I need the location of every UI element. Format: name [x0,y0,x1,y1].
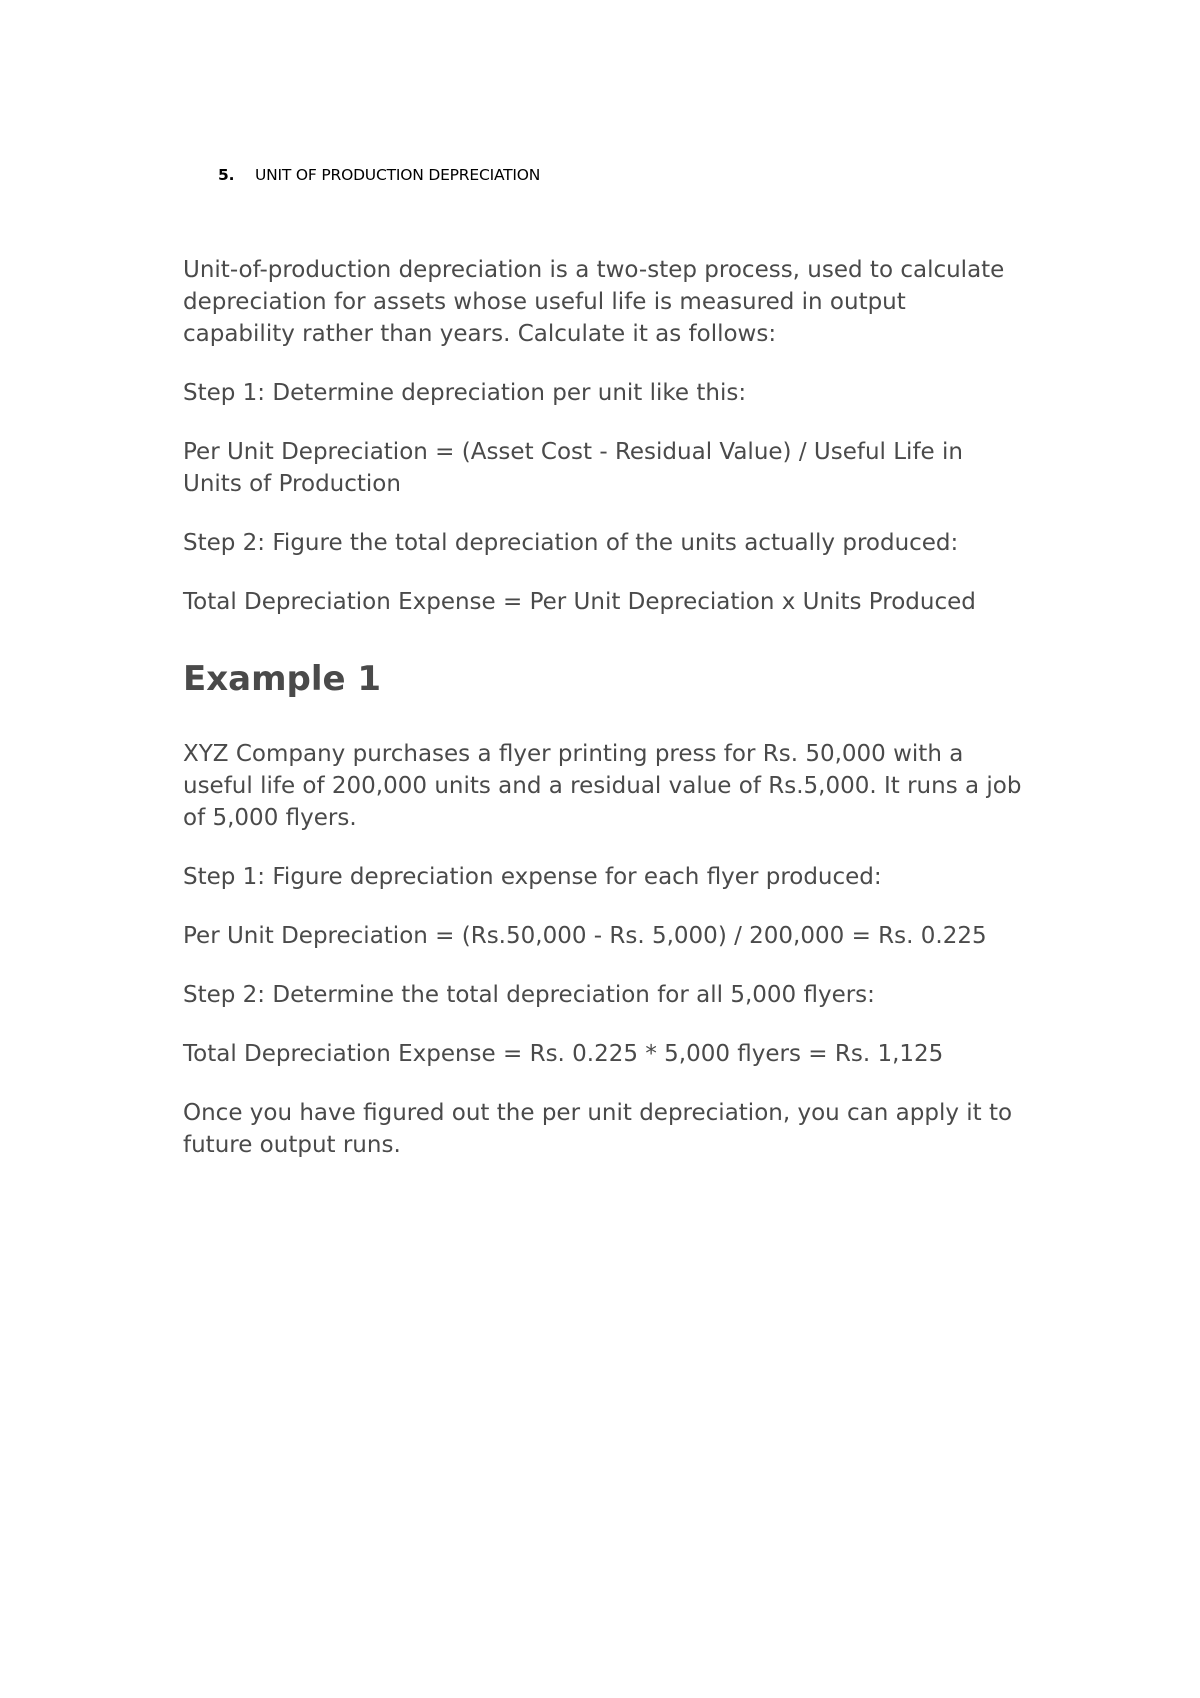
example-step-1: Step 1: Figure depreciation expense for each flyer produced: [183,864,882,890]
intro-formula-2: Total Depreciation Expense = Per Unit Depreciation x Units Produced [183,589,976,615]
example-paragraph: XYZ Company purchases a flyer printing press for Rs. 50,000 with a useful life of 200,000 units and a residual value of Rs.5,000. It runs a job of 5,000 flyers. [183,741,1022,831]
intro-step-2: Step 2: Figure the total depreciation of the units actually produced: [183,530,959,556]
section-number: 5. [218,166,235,184]
intro-paragraph: Unit-of-production depreciation is a two-step process, used to calculate depreciation for assets whose useful life is measured in output capability rather than years. Calculate it as follows: [183,257,1005,347]
section-title: UNIT OF PRODUCTION DEPRECIATION [255,166,541,184]
example-calculation-1: Per Unit Depreciation = (Rs.50,000 - Rs. 5,000) / 200,000 = Rs. 0.225 [183,923,987,949]
section-heading [218,166,540,184]
example-step-2: Step 2: Determine the total depreciation for all 5,000 flyers: [183,982,875,1008]
closing-paragraph: Once you have figured out the per unit depreciation, you can apply it to future output runs. [183,1100,1013,1158]
intro-step-1: Step 1: Determine depreciation per unit like this: [183,380,747,406]
document-body [183,254,1023,1188]
intro-formula-1: Per Unit Depreciation = (Asset Cost - Residual Value) / Useful Life in Units of Production [183,439,963,497]
example-heading: Example 1 [183,659,382,699]
example-calculation-2: Total Depreciation Expense = Rs. 0.225 * 5,000 flyers = Rs. 1,125 [183,1041,944,1067]
